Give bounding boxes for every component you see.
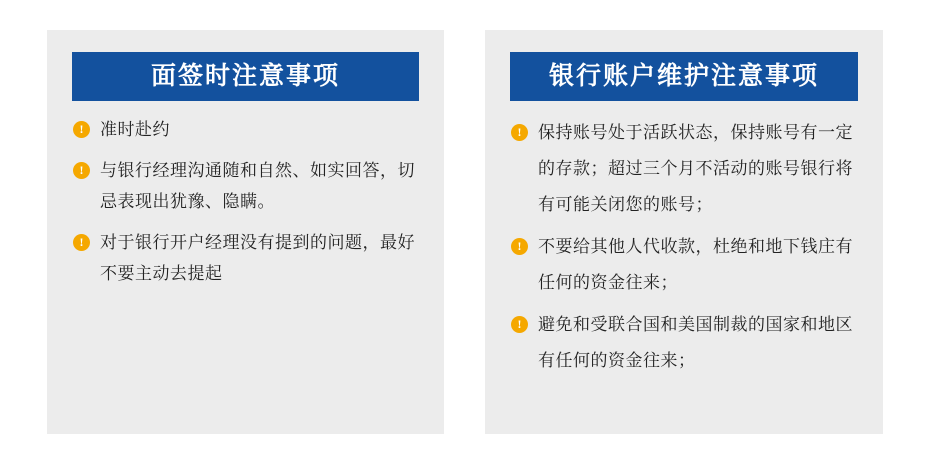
- exclamation-icon: !: [73, 234, 90, 251]
- list-item-text: 准时赴约: [100, 120, 170, 140]
- list-item: [73, 156, 420, 218]
- card-interview-notes: [47, 30, 444, 434]
- list-item-text: 避免和受联合国和美国制裁的国家和地区有任何的资金往来；: [538, 315, 853, 371]
- card-title-bar: [72, 52, 419, 101]
- exclamation-icon: !: [73, 121, 90, 138]
- card-title: 银行账户维护注意事项: [548, 62, 819, 90]
- list-item-text: 不要给其他人代收款，杜绝和地下钱庄有任何的资金往来；: [538, 237, 853, 293]
- exclamation-icon: !: [511, 124, 528, 141]
- notes-list: [67, 115, 424, 290]
- card-title-bar: [510, 52, 858, 101]
- list-item-text: 与银行经理沟通随和自然、如实回答，切忌表现出犹豫、隐瞒。: [100, 161, 415, 212]
- list-item: [511, 115, 859, 223]
- notes-list: [505, 115, 863, 379]
- exclamation-icon: !: [73, 162, 90, 179]
- card-account-maintenance-notes: [485, 30, 883, 434]
- list-item: [511, 229, 859, 301]
- list-item-text: 对于银行开户经理没有提到的问题，最好不要主动去提起: [100, 233, 415, 284]
- list-item: [511, 307, 859, 379]
- list-item: [73, 228, 420, 290]
- list-item: [73, 115, 420, 146]
- list-item-text: 保持账号处于活跃状态，保持账号有一定的存款；超过三个月不活动的账号银行将有可能关闭您的账号；: [538, 123, 853, 215]
- card-title: 面签时注意事项: [150, 62, 340, 90]
- exclamation-icon: !: [511, 238, 528, 255]
- exclamation-icon: !: [511, 316, 528, 333]
